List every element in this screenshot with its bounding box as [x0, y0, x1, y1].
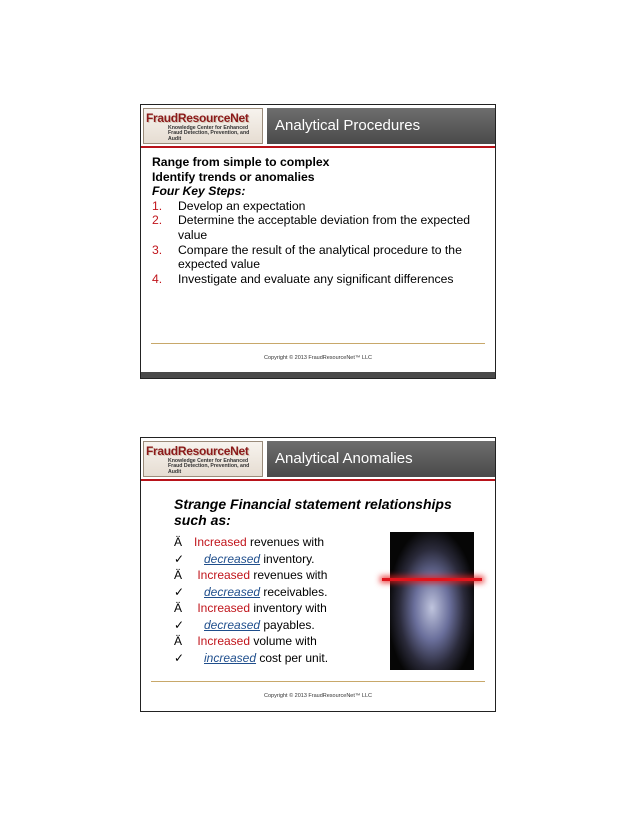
step-number: 4. [152, 271, 163, 286]
decreased-term: decreased [204, 617, 261, 632]
step-text: Compare the result of the analytical procedure to the expected value [178, 242, 462, 272]
item-text: revenues with [250, 568, 328, 582]
item-text: cost per unit. [256, 650, 329, 665]
step-item [152, 243, 487, 272]
bottom-bar [141, 372, 495, 378]
checkmark-icon: ✓ [174, 584, 185, 599]
slide-body [152, 155, 487, 286]
title-underline [141, 479, 495, 481]
step-text: Determine the acceptable deviation from the expected value [178, 213, 470, 242]
step-text: Develop an expectation [178, 198, 306, 213]
decreased-term: decreased [204, 551, 261, 566]
logo-brand-name: FraudResourceNet [146, 111, 249, 125]
step-number: 3. [152, 242, 163, 257]
step-item [152, 199, 487, 214]
fraudresourcenet-logo [143, 441, 263, 477]
checkmark-icon: ✓ [174, 650, 185, 665]
increased-term: Increased [194, 535, 247, 549]
item-text: volume with [250, 634, 317, 648]
slide-analytical-procedures [140, 104, 496, 379]
item-text: inventory. [260, 551, 315, 566]
slide-title-bar [267, 108, 495, 144]
arrow-bullet-icon: Ä [174, 568, 183, 582]
footer-divider [151, 681, 485, 682]
decreased-term: decreased [204, 584, 261, 599]
item-text: receivables. [260, 584, 328, 599]
fingerprint-image [390, 532, 474, 670]
copyright-text: Copyright © 2013 FraudResourceNet™ LLC [264, 693, 372, 699]
logo-brand-name: FraudResourceNet [146, 444, 249, 458]
slide-title: Analytical Procedures [275, 117, 421, 134]
step-item [152, 213, 487, 242]
slide-title: Analytical Anomalies [275, 450, 413, 467]
item-text: payables. [260, 617, 315, 632]
slide-title-bar [267, 441, 495, 477]
increased-term: Increased [194, 568, 251, 582]
arrow-bullet-icon: Ä [174, 601, 183, 615]
step-number: 1. [152, 198, 163, 213]
body-line: Range from simple to complex [152, 155, 330, 169]
logo-tagline: Knowledge Center for Enhanced Fraud Detection, Prevention, and Audit [168, 458, 250, 475]
title-underline [141, 146, 495, 148]
copyright-text: Copyright © 2013 FraudResourceNet™ LLC [264, 355, 372, 361]
step-item [152, 272, 487, 287]
body-line: Identify trends or anomalies [152, 169, 315, 184]
increased-term: Increased [194, 634, 251, 648]
arrow-bullet-icon: Ä [174, 634, 183, 648]
fraudresourcenet-logo [143, 108, 263, 144]
item-text: revenues with [246, 535, 325, 549]
checkmark-icon: ✓ [174, 617, 185, 632]
increased-term: Increased [194, 601, 251, 615]
checkmark-icon: ✓ [174, 551, 185, 566]
scan-line [382, 578, 482, 581]
step-text: Investigate and evaluate any significant differences [178, 271, 454, 286]
logo-tagline: Knowledge Center for Enhanced Fraud Detection, Prevention, and Audit [168, 125, 250, 142]
steps-heading: Four Key Steps: [152, 184, 246, 199]
lead-text: Strange Financial statement relationships such as: [174, 496, 452, 528]
item-text: inventory with [250, 601, 327, 615]
arrow-bullet-icon: Ä [174, 535, 183, 549]
footer-divider [151, 343, 485, 344]
slide-analytical-anomalies [140, 437, 496, 712]
increased-term: increased [204, 650, 257, 665]
step-number: 2. [152, 213, 163, 228]
